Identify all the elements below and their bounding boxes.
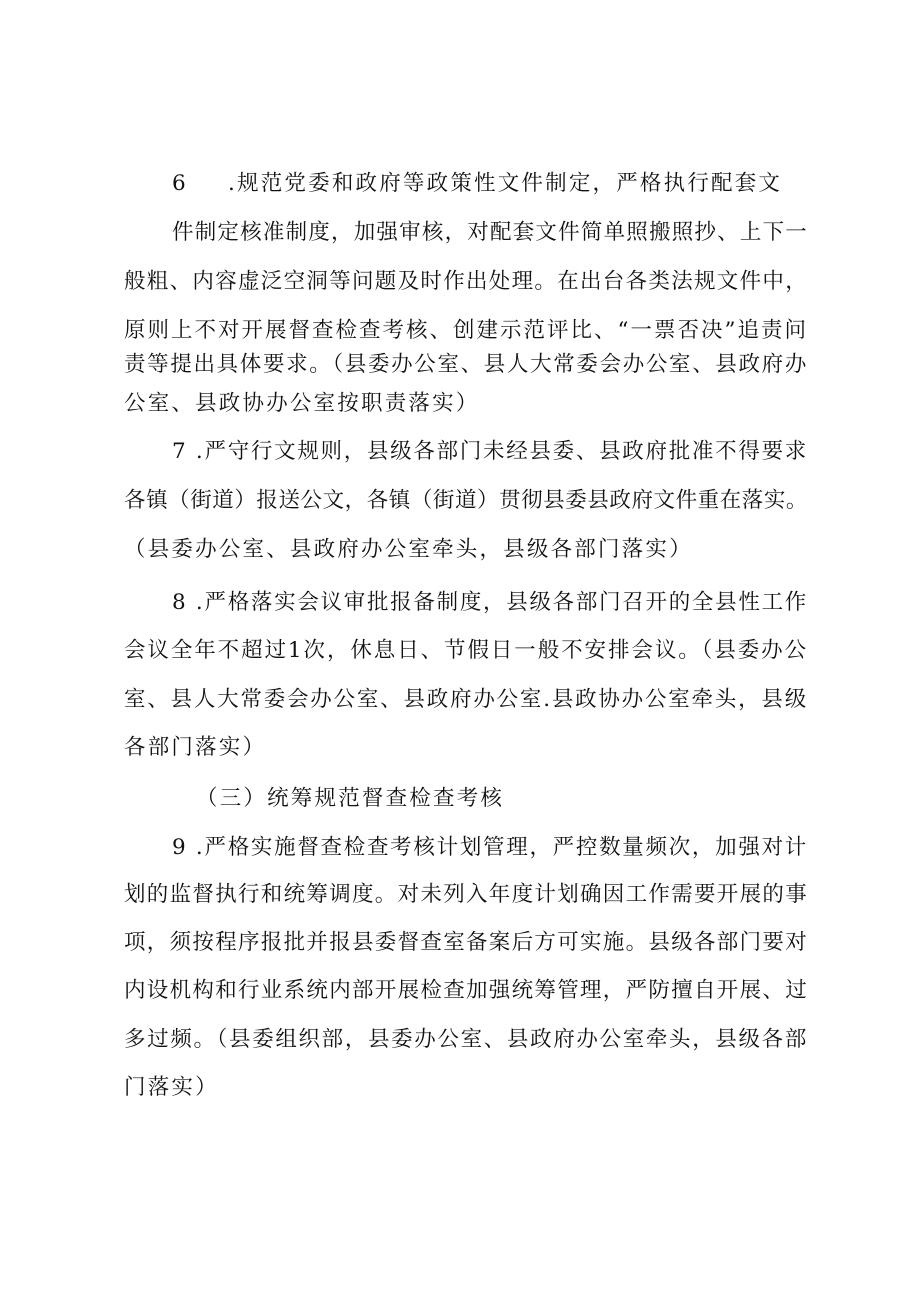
item6-number: 6 xyxy=(172,171,188,196)
item7-line-1: 7 .严守行文规则，县级各部门未经县委、县政府批准不得要求 xyxy=(172,439,808,464)
item7-line-3: （县委办公室、县政府办公室牵头，县级各部门落实） xyxy=(124,537,693,562)
item8-line-4: 各部门落实） xyxy=(124,735,267,760)
item9-line-4: 内设机构和行业系统内部开展检查加强统筹管理，严防擅自开展、过 xyxy=(124,978,808,1003)
item6-line-5: 责等提出具体要求。（县委办公室、县人大常委会办公室、县政府办 xyxy=(124,352,808,377)
item6-line-1 xyxy=(172,169,782,199)
item7-line-2: 各镇（街道）报送公文，各镇（街道）贯彻县委县政府文件重在落实。 xyxy=(124,488,808,513)
item8-line-3: 室、县人大常委会办公室、县政府办公室.县政协办公室牵头，县级 xyxy=(124,687,808,712)
item6-line-4: 原则上不对开展督查检查考核、创建示范评比、“一票否决”追责问 xyxy=(124,318,808,343)
item9-line-6: 门落实） xyxy=(124,1075,219,1100)
section-heading: （三）统筹规范督查检查考核 xyxy=(196,786,505,811)
item8-line-1: 8 .严格落实会议审批报备制度，县级各部门召开的全县性工作 xyxy=(172,590,808,615)
item9-line-5: 多过频。（县委组织部，县委办公室、县政府办公室牵头，县级各部 xyxy=(124,1027,808,1052)
item9-line-1: 9 .严格实施督查检查考核计划管理，严控数量频次，加强对计 xyxy=(172,835,808,860)
item6-line-3: 般粗、内容虚泛空洞等问题及时作出处理。在出台各类法规文件中， xyxy=(124,269,808,294)
item6-line-6: 公室、县政协办公室按职责落实） xyxy=(124,391,480,416)
item9-line-3: 项，须按程序报批并报县委督查室备案后方可实施。县级各部门要对 xyxy=(124,930,808,955)
item6-text: .规范党委和政府等政策性文件制定，严格执行配套文 xyxy=(228,171,783,196)
item6-line-2: 件制定核准制度，加强审核，对配套文件简单照搬照抄、上下一 xyxy=(172,220,808,245)
item9-line-2: 划的监督执行和统筹调度。对未列入年度计划确因工作需要开展的事 xyxy=(124,882,808,907)
item8-line-2: 会议全年不超过1次，休息日、节假日一般不安排会议。（县委办公 xyxy=(124,638,808,663)
